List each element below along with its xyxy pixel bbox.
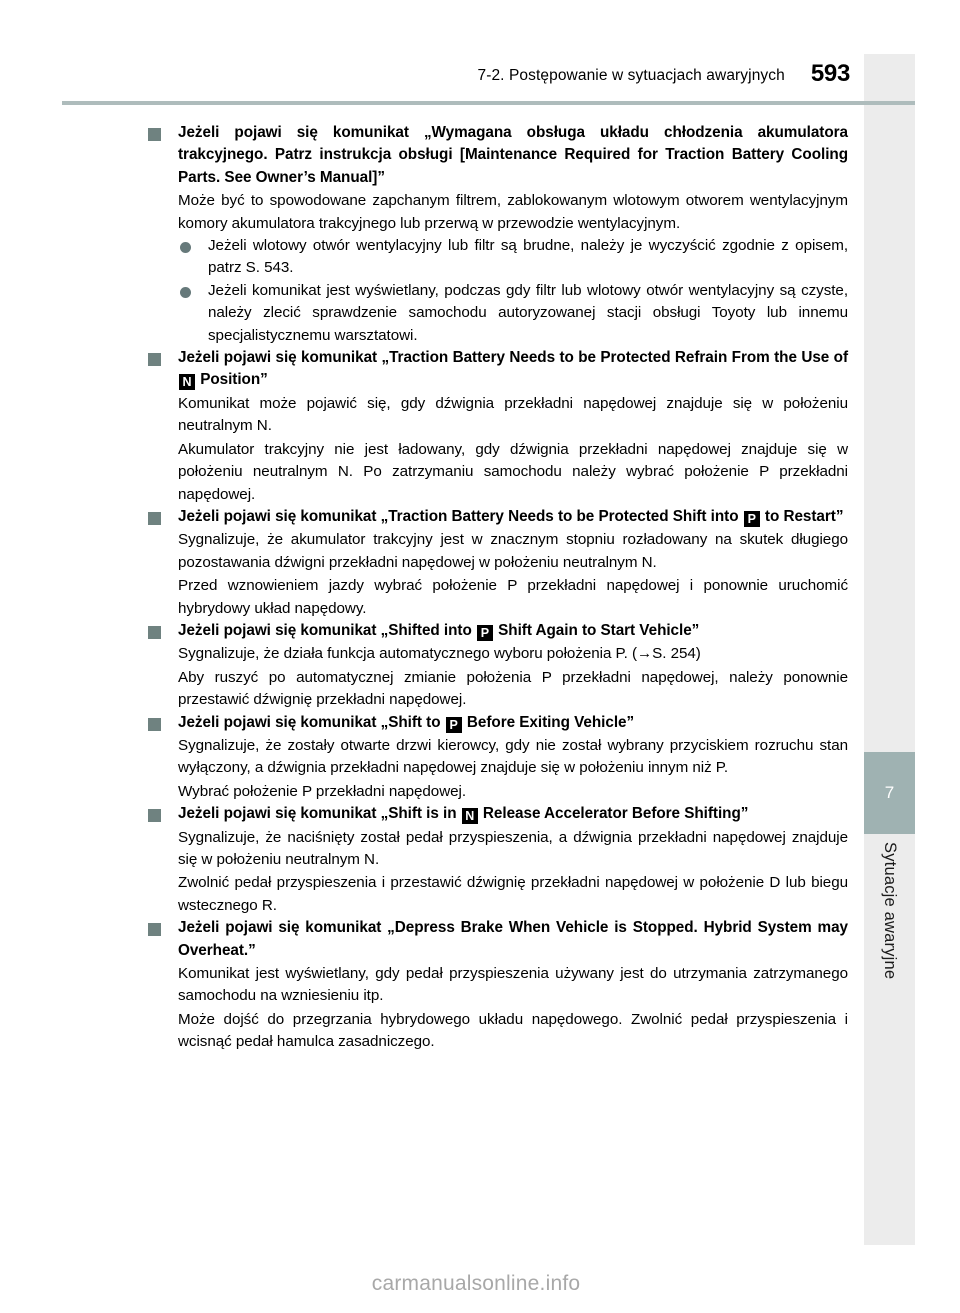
watermark: carmanualsonline.info	[371, 1272, 581, 1295]
section-refrain-n	[148, 347, 848, 506]
section-paragraph: Może dojść do przegrzania hybrydowego układu napędowego. Zwolnić pedał przyspieszenia i wcisnąć pedał hamulca zasadniczego.	[178, 1010, 848, 1051]
square-bullet-icon	[148, 512, 161, 525]
section-paragraph: Komunikat może pojawić się, gdy dźwignia przekładni napędowej znajduje się w położeniu neutralnym N.	[178, 394, 848, 435]
section-paragraph: Przed wznowieniem jazdy wybrać położenie P przekładni napędowej i ponownie uruchomić hybrydowy układ napędowy.	[178, 577, 848, 617]
section-paragraph: Sygnalizuje, że akumulator trakcyjny jest w znacznym stopniu rozładowany na skutek długiego pozostawania dźwigni przekładni napędowej w położeniu neutralnym N.	[178, 531, 848, 571]
section-heading	[148, 917, 848, 962]
gear-position-p-icon: P	[744, 511, 760, 527]
header-divider	[62, 101, 915, 105]
section-heading-text-before: Jeżeli pojawi się komunikat „Shift is in	[178, 805, 461, 823]
round-bullet-icon	[180, 287, 191, 298]
section-heading	[148, 506, 848, 528]
square-bullet-icon	[148, 923, 161, 936]
section-heading-text: Jeżeli pojawi się komunikat „Wymagana obsługa układu chłodzenia akumulatora trakcyjnego. Patrz instrukcja obsługi [Maintenance Required for Traction Battery Cooling Parts. See Owner’s Manual]”	[178, 124, 848, 186]
section-heading	[148, 712, 848, 734]
section-heading	[148, 122, 848, 189]
sub-list-item-text: Jeżeli komunikat jest wyświetlany, podczas gdy filtr lub wlotowy otwór wentylacyjny są czyste, należy zlecić sprawdzenie samochodu autoryzowanej stacji obsługi Toyoty lub innemu specjalistycznemu warsztatowi.	[208, 281, 848, 344]
section-heading-text-after: Shift Again to Start Vehicle”	[493, 621, 700, 639]
section-paragraph: Akumulator trakcyjny nie jest ładowany, gdy dźwignia przekładni napędowej znajduje się w położeniu neutralnym N. Po zatrzymaniu samochodu należy wybrać położenie P przekładni napędowej.	[178, 440, 848, 503]
section-paragraph: Wybrać położenie P przekładni napędowej.	[178, 782, 467, 800]
section-heading-text-after: Release Accelerator Before Shifting”	[478, 805, 749, 823]
square-bullet-icon	[148, 809, 161, 822]
section-heading	[148, 620, 848, 642]
section-shift-to-p-exit	[148, 712, 848, 804]
arrow-right-icon: →	[637, 645, 653, 663]
section-shift-into-p-restart	[148, 506, 848, 620]
page-reference-text: S. 254)	[652, 645, 701, 663]
section-shift-is-in-n	[148, 803, 848, 917]
chapter-number-label: 7	[884, 783, 895, 802]
section-heading-text-before: Jeżeli pojawi się komunikat „Shifted into	[178, 621, 476, 639]
section-paragraph: Może być to spowodowane zapchanym filtrem, zablokowanym wlotowym otworem wentylacyjnym komory akumulatora trakcyjnego lub przerwą w przewodzie wentylacyjnym.	[178, 192, 848, 232]
section-paragraph: Sygnalizuje, że naciśnięty został pedał przyspieszenia, a dźwignia przekładni napędowej znajduje się w położeniu neutralnym N.	[178, 828, 848, 868]
round-bullet-icon	[180, 242, 191, 253]
page-header	[0, 62, 864, 104]
square-bullet-icon	[148, 626, 161, 639]
page-reference-link[interactable]	[637, 645, 701, 662]
section-heading-text-after: Before Exiting Vehicle”	[462, 713, 635, 731]
section-heading-text-after: Position”	[196, 371, 268, 389]
section-heading	[148, 803, 848, 825]
page-content	[148, 122, 848, 1054]
paragraph-text-before: Sygnalizuje, że działa funkcja automatycznego wyboru położenia P. (	[178, 645, 638, 663]
chapter-tab-number	[864, 752, 915, 834]
section-depress-brake	[148, 917, 848, 1053]
chapter-tab-label	[864, 842, 915, 1092]
square-bullet-icon	[148, 353, 161, 366]
chapter-label-text: Sytuacje awaryjne	[881, 842, 899, 980]
section-heading	[148, 347, 848, 392]
section-shifted-into-p	[148, 620, 848, 712]
section-heading-text-before: Jeżeli pojawi się komunikat „Traction Battery Needs to be Protected Refrain From the Use of	[178, 349, 848, 367]
sub-list-item-text: Jeżeli wlotowy otwór wentylacyjny lub filtr są brudne, należy je wyczyścić zgodnie z opisem, patrz S. 543.	[208, 237, 848, 277]
page-title: 7-2. Postępowanie w sytuacjach awaryjnych	[477, 67, 785, 84]
square-bullet-icon	[148, 128, 161, 141]
page-number: 593	[810, 60, 850, 87]
square-bullet-icon	[148, 718, 161, 731]
section-heading-text-after: to Restart”	[760, 507, 844, 525]
sub-list-item	[148, 235, 848, 280]
gear-position-p-icon: P	[477, 625, 493, 641]
gear-position-n-icon: N	[179, 374, 195, 390]
section-heading-text-before: Jeżeli pojawi się komunikat „Traction Battery Needs to be Protected Shift into	[178, 507, 743, 525]
gear-position-p-icon: P	[446, 717, 462, 733]
section-paragraph: Komunikat jest wyświetlany, gdy pedał przyspieszenia używany jest do utrzymania zatrzymanego samochodu na wzniesieniu itp.	[178, 965, 848, 1005]
section-paragraph: Zwolnić pedał przyspieszenia i przestawić dźwignię przekładni napędowej w położenie D lub biegu wstecznego R.	[178, 874, 848, 914]
section-cooling	[148, 122, 848, 347]
section-heading-text-before: Jeżeli pojawi się komunikat „Shift to	[178, 713, 445, 731]
section-paragraph: Sygnalizuje, że zostały otwarte drzwi kierowcy, gdy nie został wybrany przyciskiem rozruchu stan wyłączony, a dźwignia przekładni napędowej znajduje się w położeniu innym niż P.	[178, 736, 848, 777]
sub-list-item	[148, 280, 848, 347]
gear-position-n-icon: N	[462, 808, 478, 824]
section-paragraph: Aby ruszyć po automatycznej zmianie położenia P przekładni napędowej, należy ponownie przestawić dźwignię przekładni napędowej.	[178, 668, 848, 709]
section-heading-text: Jeżeli pojawi się komunikat „Depress Brake When Vehicle is Stopped. Hybrid System may Overheat.”	[178, 919, 848, 959]
section-paragraph	[148, 643, 848, 665]
